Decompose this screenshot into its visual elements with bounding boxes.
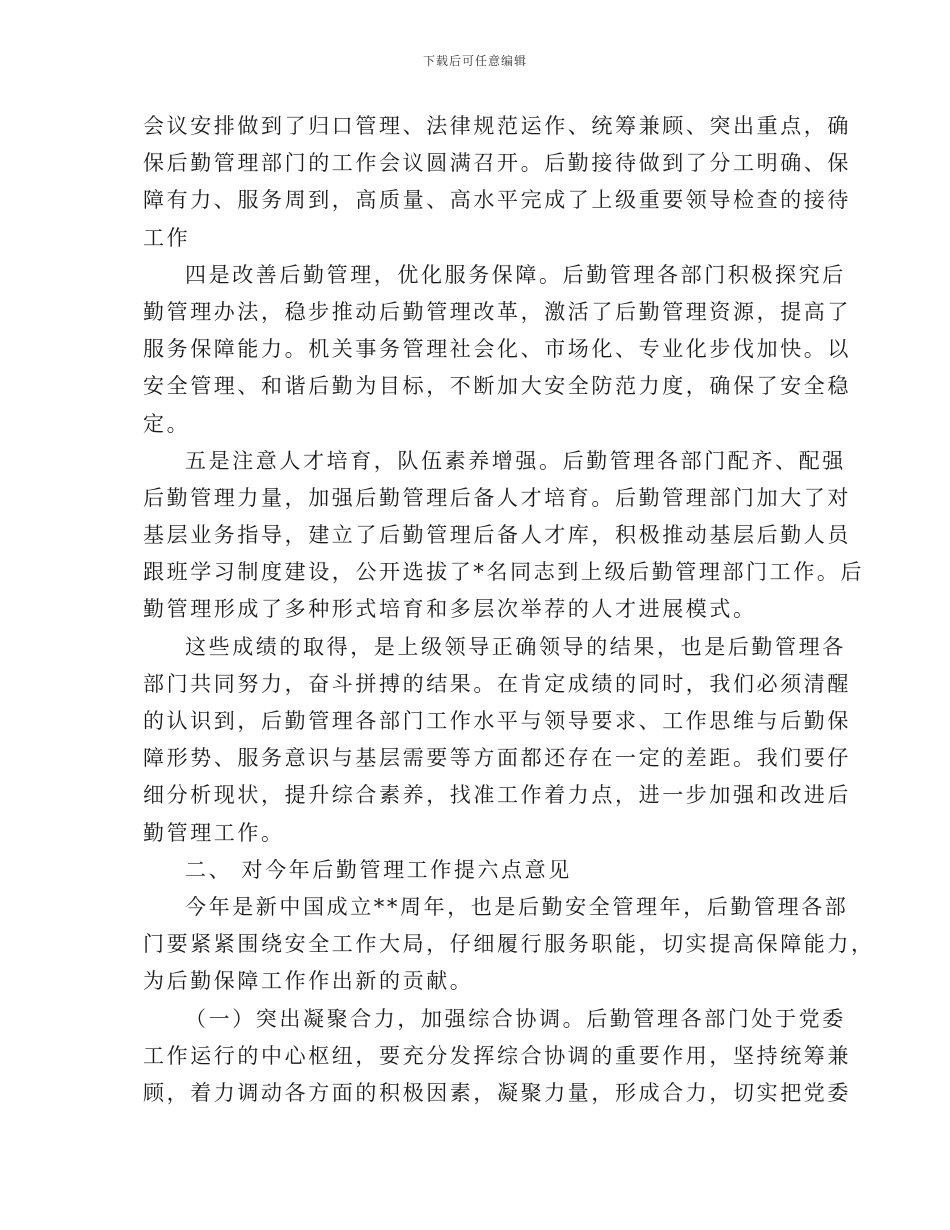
paragraph-start-line: （一）突出凝聚合力，加强综合协调。后勤管理各部门处于党委: [185, 1006, 846, 1031]
text-line: 的认识到，后勤管理各部门工作水平与领导要求、工作思维与后勤保: [143, 709, 851, 733]
paragraph-start-line: 今年是新中国成立**周年，也是后勤安全管理年，后勤管理各部: [185, 894, 849, 919]
text-line: 工作运行的中心枢纽，要充分发挥综合协调的重要作用，坚持统筹兼: [143, 1043, 851, 1068]
text-line: 障有力、服务周到，高质量、高水平完成了上级重要领导检查的接待: [143, 188, 851, 213]
text-line: 门要紧紧围绕安全工作大局，仔细履行服务职能，切实提高保障能力，: [143, 932, 875, 957]
text-line: 细分析现状，提升综合素养，找准工作着力点，进一步加强和改进后: [143, 783, 851, 808]
text-line: 顾，着力调动各方面的积极因素，凝聚力量，形成合力，切实把党委: [143, 1080, 851, 1105]
body-text: [143, 108, 875, 1112]
text-line: 跟班学习制度建设，公开选拔了*名同志到上级后勤管理部门工作。后: [143, 560, 865, 585]
text-line: 服务保障能力。机关事务管理社会化、市场化、专业化步伐加快。以: [143, 337, 851, 362]
paragraph-start-line: 五是注意人才培育，队伍素养增强。后勤管理各部门配齐、配强: [185, 448, 846, 473]
header-note: 下载后可任意编辑: [422, 54, 527, 68]
paragraph-start-line: 四是改善后勤管理，优化服务保障。后勤管理各部门积极探究后: [185, 262, 846, 287]
text-line: 障形势、服务意识与基层需要等方面都还存在一定的差距。我们要仔: [143, 746, 851, 771]
text-line: 保后勤管理部门的工作会议圆满召开。后勤接待做到了分工明确、保: [143, 151, 851, 176]
section-heading: 二、 对今年后勤管理工作提六点意见: [185, 857, 572, 882]
text-line: 会议安排做到了归口管理、法律规范运作、统筹兼顾、突出重点，确: [143, 114, 851, 138]
text-line: 定。: [143, 411, 191, 436]
text-line: 工作: [143, 225, 191, 250]
text-line: 勤管理形成了多种形式培育和多层次举荐的人才进展模式。: [143, 597, 757, 622]
text-line: 基层业务指导，建立了后勤管理后备人才库，积极推动基层后勤人员: [143, 523, 851, 548]
text-line: 为后勤保障工作作出新的贡献。: [143, 969, 474, 994]
text-line: 后勤管理力量，加强后勤管理后备人才培育。后勤管理部门加大了对: [143, 485, 851, 510]
paragraph-start-line: 这些成绩的取得，是上级领导正确领导的结果，也是后勤管理各: [185, 634, 846, 659]
text-line: 勤管理工作。: [143, 820, 285, 845]
text-line: 勤管理办法，稳步推动后勤管理改革，激活了后勤管理资源，提高了: [143, 299, 851, 324]
text-line: 部门共同努力，奋斗拼搏的结果。在肯定成绩的同时，我们必须清醒: [143, 671, 851, 696]
text-line: 安全管理、和谐后勤为目标，不断加大安全防范力度，确保了安全稳: [143, 374, 851, 399]
